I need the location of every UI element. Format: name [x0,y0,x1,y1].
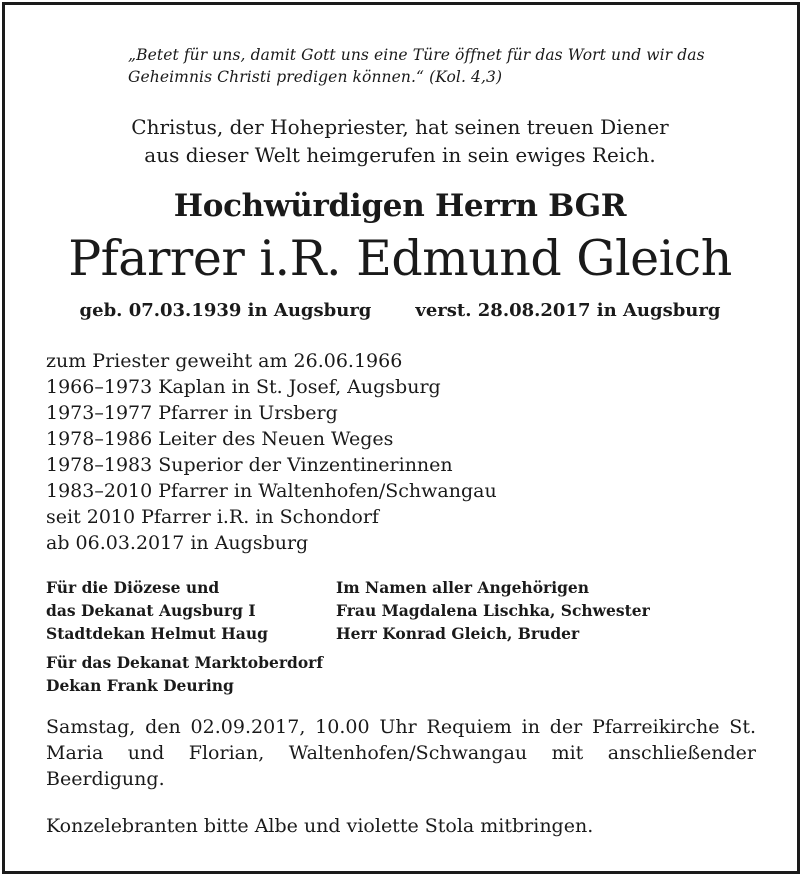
intro-text [0,113,800,169]
signature-line: Für die Diözese und [46,578,220,597]
career-item: 1978–1986 Leiter des Neuen Weges [46,428,394,450]
intro-line: Christus, der Hohepriester, hat seinen treuen Diener [131,115,669,139]
death-date: verst. 28.08.2017 in Augsburg [415,300,721,321]
signature-diocese [46,576,268,645]
bible-quote [128,44,768,88]
career-item: seit 2010 Pfarrer i.R. in Schondorf [46,506,379,528]
signature-line: Stadtdekan Helmut Haug [46,624,268,643]
signature-line: Im Namen aller Angehörigen [336,578,590,597]
deceased-name: Pfarrer i.R. Edmund Gleich [68,230,732,287]
career-item: 1966–1973 Kaplan in St. Josef, Augsburg [46,376,441,398]
intro-line: aus dieser Welt heimgerufen in sein ewiges Reich. [144,143,656,167]
signature-line: Frau Magdalena Lischka, Schwester [336,601,650,620]
signature-line: das Dekanat Augsburg I [46,601,256,620]
concelebrant-note: Konzelebranten bitte Albe und violette Stola mitbringen. [46,815,594,837]
signature-line: Dekan Frank Deuring [46,676,234,695]
career-item: 1973–1977 Pfarrer in Ursberg [46,402,338,424]
career-item: zum Priester geweiht am 26.06.1966 [46,350,403,372]
signature-line: Für das Dekanat Marktoberdorf [46,653,324,672]
birth-date: geb. 07.03.1939 in Augsburg [79,300,372,321]
career-item: 1978–1983 Superior der Vinzentinerinnen [46,454,453,476]
quote-line: Geheimnis Christi predigen können.“ (Kol. 4,3) [128,68,503,86]
signature-family [336,576,650,645]
career-item: 1983–2010 Pfarrer in Waltenhofen/Schwangau [46,480,497,502]
honorific-title: Hochwürdigen Herrn BGR [173,188,627,224]
signature-line: Herr Konrad Gleich, Bruder [336,624,580,643]
career-item: ab 06.03.2017 in Augsburg [46,532,309,554]
service-announcement: Samstag, den 02.09.2017, 10.00 Uhr Requiem in der Pfarreikirche St. Maria und Florian, Waltenhofen/Schwangau mit anschließender Beerdigung. [46,716,756,790]
life-dates [0,299,800,323]
career-list [46,348,766,556]
quote-line: „Betet für uns, damit Gott uns eine Türe öffnet für das Wort und wir das [128,46,705,64]
signature-deanery [46,651,323,697]
